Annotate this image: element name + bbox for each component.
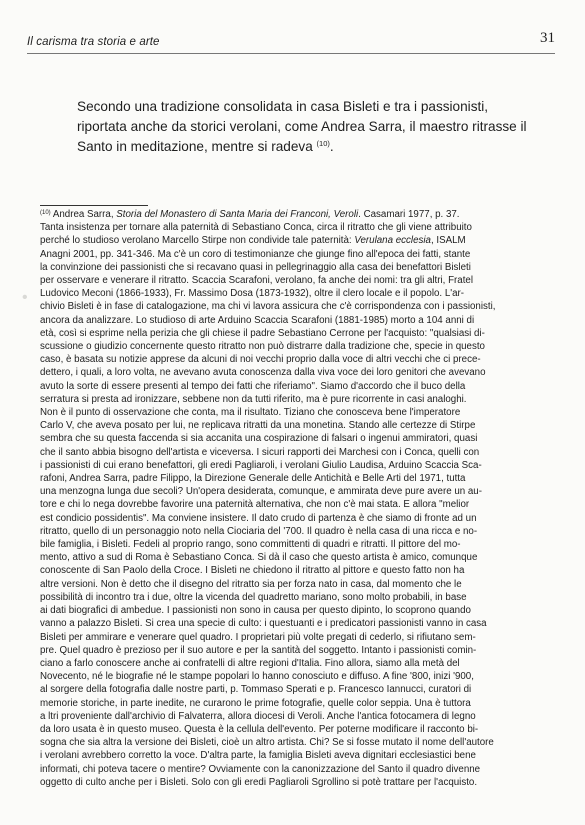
body-line: Secondo una tradizione consolidata in casa Bisleti e tra i passionisti, [77,99,489,114]
footnote-line-text: perché lo studioso verolano Marcello Stirpe non condivide tale paternità: [40,235,355,247]
footnote-citation [40,208,552,221]
footnote-line: est condicio possidentis". Ma conviene insistere. Il dato crudo di partenza è che siamo di fronte ad un [40,512,477,524]
footnote-lines [40,248,552,789]
footnote-line: a ltri proveniente dall'archivio di Falvaterra, allora diocesi di Veroli. Anche l'antica fotocamera di legno [40,710,476,722]
footnote-line: mento, attivo a sud di Roma è Sebastiano Conca. Si dà il caso che questo artista è amico, comunque [40,552,478,564]
footnote-line: memorie storiche, in parte inedite, ne curarono le prime fotografie, quelle color seppia. Una è tuttora [40,697,471,709]
page-number: 31 [540,30,555,46]
footnote-line: ai dati biografici di ambedue. I passionisti non sono in causa per questo dipinto, lo scoprono quando [40,605,471,617]
footnote-line: tore e chi lo nega dovrebbe favorire una paternità alternativa, che non c'è mai stata. E allora "melior [40,499,470,511]
footnote-line: per osservare e venerare il ritratto. Scaccia Scarafoni, verolano, fa anche dei nomi: tra gli altri, Fratel [40,275,473,287]
footnote-line: Anagni 2001, pp. 341-346. Ma c'è un coro di testimonianze che giunge fino all'epoca dei fatti, stante [40,248,471,260]
footnote-line: ancora da analizzare. Lo studioso di arte Arduino Scaccia Scarafoni (1881-1985) morto a 104 anni di [40,314,475,326]
footnote-marker: (10) [40,210,51,216]
footnote-line: Bisleti per ammirare e venerare quel quadro. I proprietari più volte pregati di cederlo, si rifiutano sem- [40,631,476,643]
footnote-line: Non è il punto di osservazione che conta, ma il risultato. Tiziano che conosceva bene l'imperatore [40,407,461,419]
footnote-line: chivio Bisleti è in fase di catalogazione, ma chi vi lavora assicura che c'è corrispondenza con i passionisti, [40,301,496,313]
citation-publication: . Casamari 1977, p. 37. [358,209,460,220]
footnote-line: dettero, i quali, a loro volta, ne avevano avuta conoscenza dalla viva voce dei loro genitori che avevano [40,367,486,379]
footnote-line: informati, chi poteva tacere o mentire? Ovviamente con la canonizzazione del Santo il quadro divenne [40,763,481,775]
footnote-line: una menzogna lunga due secoli? Un'opera desiderata, comunque, e ammirata deve pure avere un au- [40,486,482,498]
footnote-line: da loro usata è in questo museo. Questa è la cellula dell'evento. Per poterne modificare il racconto bi- [40,723,479,735]
footnote-line: rafoni, Andrea Sarra, padre Filippo, la Direzione Generale delle Antichità e Belle Arti del 1971, tutta [40,473,466,485]
footnote-line: i verolani avrebbero corretto la voce. D'altra parte, la famiglia Bisleti aveva dignitari ecclesiastici bene [40,750,476,762]
footnote-line: altre versioni. Non è detto che il disegno del ritratto sia per forza nato in casa, dal momento che le [40,578,462,590]
footnote-reference[interactable]: (10) [316,139,330,148]
footnote-line: oggetto di culto anche per i Bisleti. Solo con gli eredi Pagliaroli Sgrollino si potè trattare per l'acquisto. [40,776,478,788]
footnote-line: Ludovico Meconi (1866-1933), Fr. Massimo Dosa (1873-1932), oltre il clero locale e il popolo. L'ar- [40,288,465,300]
footnote-line: Carlo V, che aveva posato per lui, ne replicava ritratti da una monetina. Stando alle certezze di Stirpe [40,420,476,432]
footnote-line: al sorgere della fotografia dalle nostre parti, p. Tommaso Sperati e p. Francesco Iannucci, curatori di [40,684,472,696]
footnote-line: scussione o giudizio concernente questo ritratto non può distrarre dalla tradizione che, specie in questo [40,341,485,353]
footnote-line: i passionisti di cui erano benefattori, gli eredi Pagliaroli, i verolani Giulio Laudisa, Arduino Scaccia Sca- [40,459,482,471]
footnote-line [40,234,552,247]
footnote-line: vanno a palazzo Bisleti. Si crea una specie di culto: i questuanti e i predicatori passionisti vanno in casa [40,618,487,630]
footnote-line: età, così si esprime nella perizia che gli chiese il padre Sebastiano Cerrone per l'acquisto: "qualsiasi di- [40,327,485,339]
citation-author: Andrea Sarra, [50,209,117,220]
footnote-line: conoscente di San Paolo della Croce. I Bisleti ne chiedono il ritratto al pittore e questo fatto non ha [40,565,465,577]
footnote-line: Tanta insistenza per tornare alla paternità di Sebastiano Conca, circa il ritratto che gli viene attribuito [40,222,472,234]
footnote [40,208,552,789]
running-title: Il carisma tra storia e arte [27,36,160,48]
footnote-rule [40,205,148,206]
footnote-line: bile famiglia, i Bisleti. Fedeli al proprio rango, sono committenti di quadri e ritratti. Il pittore del mo- [40,539,461,551]
footnote-line: serratura si presta ad ironizzare, sebbene non da tutti riferito, ma è pure ricorrente in casi analoghi. [40,393,467,405]
citation-journal-rest: , ISALM [430,235,466,247]
footnote-line: che il santo abbia bisogno dell'artista e viceversa. I sicuri rapporti dei Marchesi con i Conca, quelli con [40,446,480,458]
header-rule [27,53,555,54]
footnote-line: ritratto, quello di un personaggio noto nella Ciociaria del '700. Il quadro è nella casa di una ricca e no- [40,525,478,537]
body-line-text: Santo in meditazione, mentre si radeva [77,139,317,154]
bookmark-icon: • [22,289,28,306]
footnote-line: sogna che sia altra la versione dei Bisleti, cioè un altro artista. Chi? Se si fosse mutato il nome dell'autore [40,737,494,749]
citation-journal: Verulana ecclesia [354,235,431,247]
body-paragraph [77,97,527,157]
citation-title: Storia del Monastero di Santa Maria dei Franconi, Veroli [116,209,359,220]
footnote-line: pre. Quel quadro è prezioso per il suo autore e per la santità del soggetto. Intanto i passionisti comin- [40,644,477,656]
footnote-line: avuto la sorte di essere presenti al tempo dei fatti che riferiamo". Siamo d'accordo che il buco della [40,380,466,392]
footnote-line: sembra che su questa faccenda si sia accanita una cospirazione di falsari o ingenui ammiratori, quasi [40,433,478,445]
body-line: Santo in meditazione, mentre si radeva $^{(10)}$. [77,139,334,154]
footnote-line: caso, è basata su notizie apprese da alcuni di noi vecchi proprio dalla voce di altri vecchi che ci prece- [40,354,481,366]
footnote-line: possibilità di incontro tra i due, oltre la vicenda del quadretto mariano, sono molto probabili, in base [40,591,467,603]
footnote-line: la convinzione dei passionisti che si recavano quasi in pellegrinaggio alla casa dei benefattori Bisleti [40,261,471,273]
footnote-line: Novecento, né le biografie né le stampe popolari lo hanno conosciuto e diffuso. A fine '800, inizi '900, [40,671,474,683]
body-line: riportata anche da storici verolani, come Andrea Sarra, il maestro ritrasse il [77,119,527,134]
footnote-line: ciano a farlo conoscere anche ai confratelli di altre regioni d'Italia. Fino allora, siamo alla metà del [40,657,460,669]
